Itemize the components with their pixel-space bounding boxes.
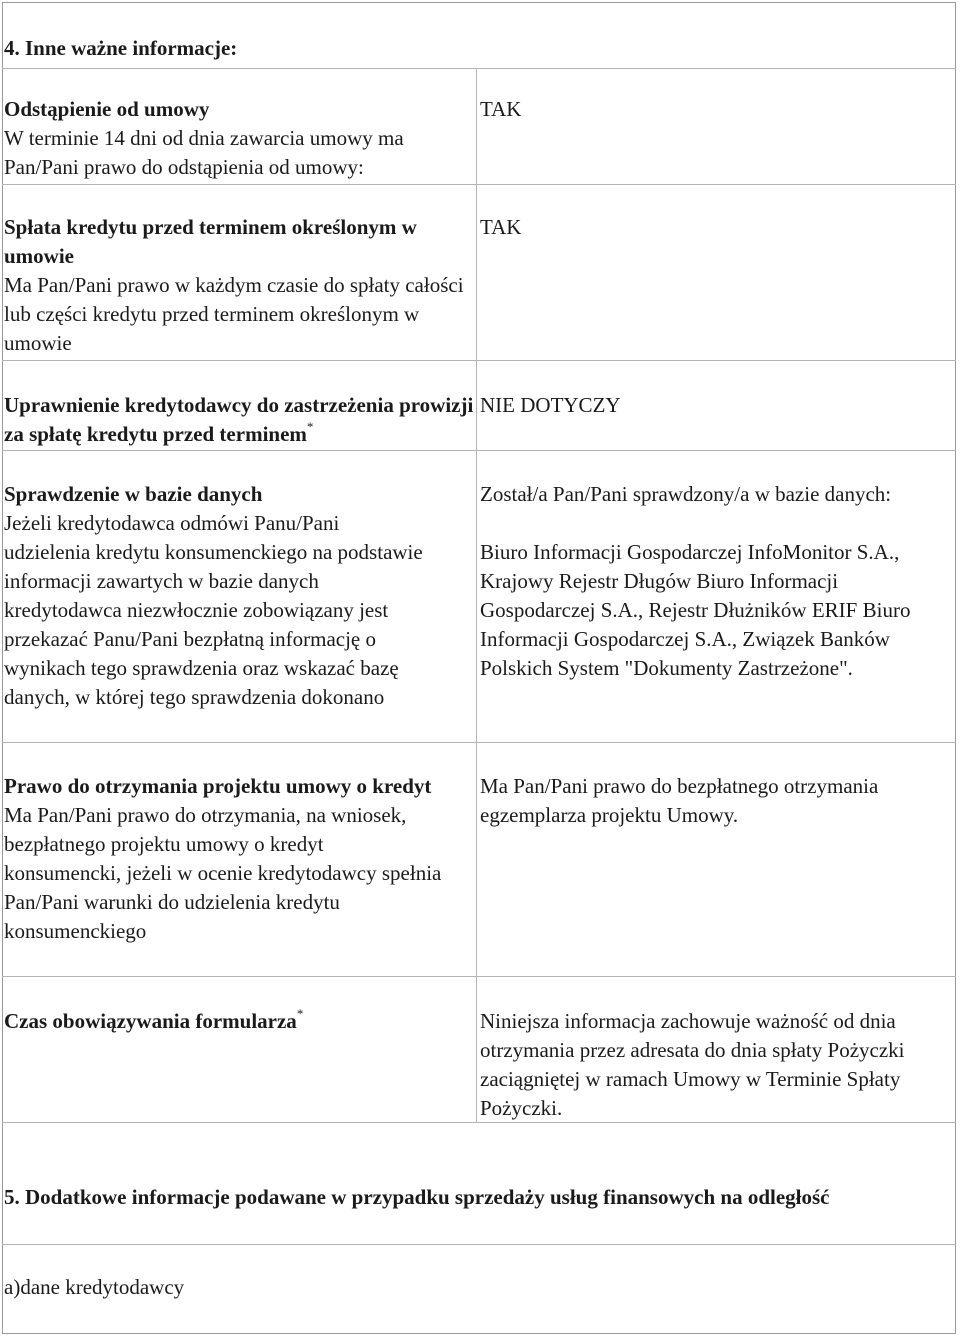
draft-agreement-value: Ma Pan/Pani prawo do bezpłatnego otrzymania egzemplarza projektu Umowy. xyxy=(480,774,879,827)
database-check-title: Sprawdzenie w bazie danych xyxy=(4,482,263,506)
database-check-value-line1: Został/a Pan/Pani sprawdzony/a w bazie danych: xyxy=(480,482,892,506)
row-divider xyxy=(2,1244,956,1245)
validity-value: Niniejsza informacja zachowuje ważność od dnia otrzymania przez adresata do dnia spłaty Pożyczki zaciągniętej w ramach Umowy w Terminie Spłaty Pożyczki. xyxy=(480,1009,905,1120)
early-repayment-row-left xyxy=(4,213,474,358)
early-repayment-text: Ma Pan/Pani prawo w każdym czasie do spłaty całości lub części kredytu przed terminem określonym w umowie xyxy=(4,273,464,355)
section4-heading: 4. Inne ważne informacje: xyxy=(4,36,238,60)
row-divider xyxy=(2,184,956,185)
withdrawal-row-left xyxy=(4,95,474,182)
database-check-row-left xyxy=(4,480,429,712)
database-check-value xyxy=(480,480,935,683)
row-divider xyxy=(2,360,956,361)
validity-row-left xyxy=(4,1007,474,1036)
commission-title-text: Uprawnienie kredytodawcy do zastrzeżenia prowizji za spłatę kredytu przed terminem xyxy=(4,393,474,446)
draft-agreement-row-left xyxy=(4,772,444,946)
commission-value: NIE DOTYCZY xyxy=(480,393,621,417)
validity-title xyxy=(4,1007,474,1036)
row-divider xyxy=(2,450,956,451)
withdrawal-value: TAK xyxy=(480,97,522,121)
withdrawal-title: Odstąpienie od umowy xyxy=(4,97,210,121)
draft-agreement-text: Ma Pan/Pani prawo do otrzymania, na wniosek, bezpłatnego projektu umowy o kredyt konsumencki, jeżeli w ocenie kredytodawcy spełnia Pan/Pani warunki do udzielenia kredytu konsumenckiego xyxy=(4,803,442,943)
row-divider xyxy=(2,976,956,977)
section5-item-a: a)dane kredytodawcy xyxy=(4,1275,185,1299)
commission-title xyxy=(4,391,474,449)
commission-row-left xyxy=(4,391,474,449)
draft-agreement-title: Prawo do otrzymania projektu umowy o kredyt xyxy=(4,774,432,798)
database-check-value-line2: Biuro Informacji Gospodarczej InfoMonitor S.A., Krajowy Rejestr Długów Biuro Informacji Gospodarczej S.A., Rejestr Dłużników ERIF Biuro Informacji Gospodarczej S.A., Związek Banków Polskich System "Dokumenty Zastrzeżone". xyxy=(480,540,911,680)
section5-heading: 5. Dodatkowe informacje podawane w przypadku sprzedaży usług finansowych na odległość xyxy=(4,1185,830,1209)
footnote-mark: * xyxy=(296,1006,304,1021)
row-divider xyxy=(2,742,956,743)
footnote-mark: * xyxy=(306,419,314,434)
database-check-text: Jeżeli kredytodawca odmówi Panu/Pani udzielenia kredytu konsumenckiego na podstawie informacji zawartych w bazie danych kredytodawca niezwłocznie zobowiązany jest przekazać Panu/Pani bezpłatną informację o wynikach tego sprawdzenia oraz wskazać bazę danych, w której tego sprawdzenia dokonano xyxy=(4,511,423,709)
early-repayment-title: Spłata kredytu przed terminem określonym w umowie xyxy=(4,215,417,268)
validity-title-text: Czas obowiązywania formularza xyxy=(4,1009,297,1033)
early-repayment-value: TAK xyxy=(480,215,522,239)
row-divider xyxy=(2,68,956,69)
withdrawal-text: W terminie 14 dni od dnia zawarcia umowy ma Pan/Pani prawo do odstąpienia od umowy: xyxy=(4,126,404,179)
column-divider xyxy=(476,68,477,1122)
